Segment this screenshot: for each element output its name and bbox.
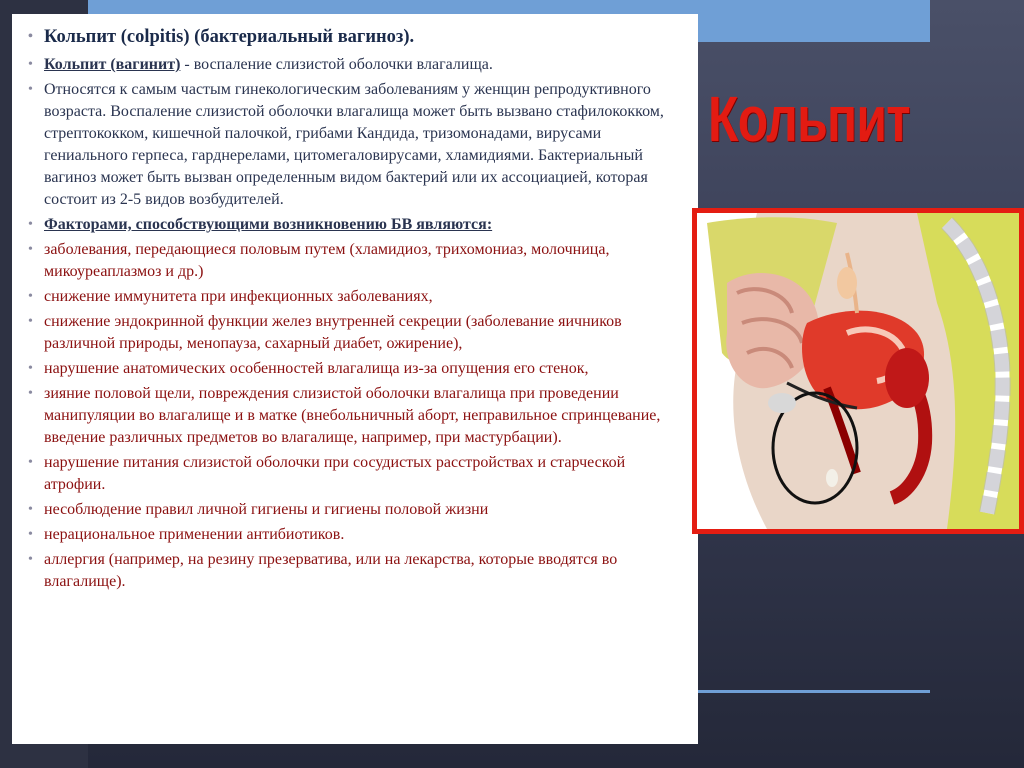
factor-text: снижение эндокринной функции желез внутренней секреции (заболевание яичников различной природы, менопауза, сахарный диабет, ожирение), bbox=[44, 313, 622, 352]
bullet-list bbox=[24, 26, 688, 593]
factor-text: нерациональное применении антибиотиков. bbox=[44, 526, 345, 543]
factor-item bbox=[24, 524, 688, 546]
definition-item bbox=[24, 54, 688, 76]
anatomy-figure-frame bbox=[692, 208, 1024, 534]
factor-text: несоблюдение правил личной гигиены и гигиены половой жизни bbox=[44, 501, 489, 518]
factor-item bbox=[24, 239, 688, 283]
factor-item bbox=[24, 549, 688, 593]
factor-text: заболевания, передающиеся половым путем (хламидиоз, трихомониаз, молочница, микоуреаплазмоз и др.) bbox=[44, 241, 610, 280]
factor-item bbox=[24, 383, 688, 449]
factor-item bbox=[24, 452, 688, 496]
factors-heading: Факторами, способствующими возникновению БВ являются: bbox=[44, 216, 493, 233]
description-item bbox=[24, 79, 688, 211]
factor-text: нарушение анатомических особенностей влагалища из-за опущения его стенок, bbox=[44, 360, 589, 377]
description-text: Относятся к самым частым гинекологическим заболеваниям у женщин репродуктивного возраста. Воспаление слизистой оболочки влагалища может быть вызвано стафилококком, стрептококком, кишечной палочкой, грибами Кандида, тризомонадами, вирусами гениального герпеса, гарднерелами, цитомегаловирусами, хламидиями. Бактериальный вагиноз может быть вызван определенным видом бактерий или их ассоциацией, которая состоит из 2-5 видов возбудителей. bbox=[44, 81, 664, 208]
pelvic-anatomy-illustration bbox=[697, 213, 1019, 529]
factor-text: аллергия (например, на резину презерватива, или на лекарства, которые вводятся во влагалище). bbox=[44, 551, 618, 590]
factor-item bbox=[24, 311, 688, 355]
slide-heading-text: Кольпит (colpitis) (бактериальный вагиноз). bbox=[44, 27, 415, 47]
text-panel bbox=[12, 14, 698, 744]
factor-item bbox=[24, 358, 688, 380]
definition-text: - воспаление слизистой оболочки влагалища. bbox=[180, 56, 493, 73]
definition-term: Кольпит (вагинит) bbox=[44, 56, 181, 73]
factor-text: нарушение питания слизистой оболочки при сосудистых расстройствах и старческой атрофии. bbox=[44, 454, 626, 493]
factor-item bbox=[24, 286, 688, 308]
factors-heading-item bbox=[24, 214, 688, 236]
slide-heading bbox=[24, 26, 688, 48]
accent-underline bbox=[690, 690, 930, 693]
factor-text: снижение иммунитета при инфекционных заболеваниях, bbox=[44, 288, 433, 305]
factor-text: зияние половой щели, повреждения слизистой оболочки влагалища при проведении манипуляции во влагалище и в матке (внебольничный аборт, неправильное спринцевание, введение различных предметов во влагалище, например, при мастурбации). bbox=[44, 385, 661, 446]
factor-item bbox=[24, 499, 688, 521]
slide-title: Кольпит bbox=[708, 83, 910, 155]
